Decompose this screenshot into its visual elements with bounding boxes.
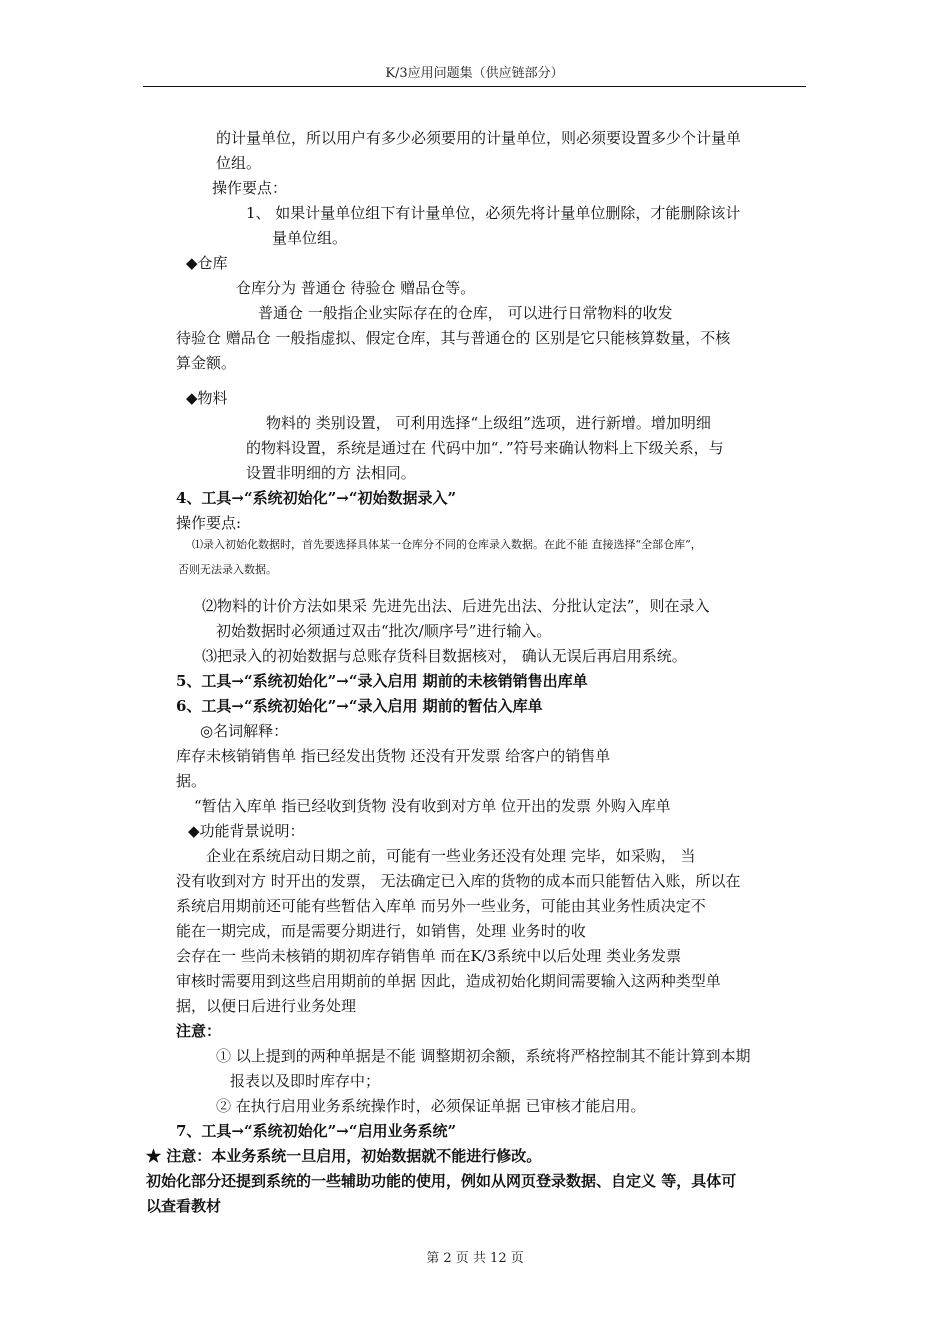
list-item: ⑶把录入的初始数据与总账存货科目数据核对， 确认无误后再启用系统。 [202,647,687,665]
body-line: 设置非明细的方 法相同。 [246,464,416,482]
step-heading-6: 6、工具→“系统初始化”→“录入启用 期前的暂估入库单 [176,697,543,715]
body-line: ◎名词解释： [200,722,289,740]
body-line: 据，以便日后进行业务处理 [176,997,357,1015]
list-item: ① 以上提到的两种单据是不能 调整期初余额，系统将严格控制其不能计算到本期 [216,1047,751,1065]
section-heading-material: ◆物料 [186,389,228,407]
step-heading-5: 5、工具→“系统初始化”→“录入启用 期前的未核销销售出库单 [176,672,588,690]
body-line: 普通仓 一般指企业实际存在的仓库， 可以进行日常物料的收发 [258,304,673,322]
small-note: ⑴录入初始化数据时，首先要选择具体某一仓库分不同的仓库录入数据。在此不能 直接选择“全部仓库”， [192,538,702,551]
body-line: 会存在一 些尚未核销的期初库存销售单 而在K/3系统中以后处理 类业务发票 [176,947,682,965]
body-line: 能在一期完成，而是需要分期进行，如销售，处理 业务时的收 [176,922,586,940]
body-line: 据。 [176,772,207,790]
body-line: 仓库分为 普通仓 待验仓 赠品仓等。 [236,279,476,297]
page-header-title: K/3应用问题集（供应链部分） [385,66,564,81]
list-item-continuation: 量单位组。 [272,229,348,247]
body-line: “暂估入库单 指已经收到货物 没有收到对方单 位开出的发票 外购入库单 [194,797,671,815]
body-line: 没有收到对方 时开出的发票， 无法确定已入库的货物的成本而只能暂估入账，所以在 [176,872,741,890]
body-line: 位组。 [216,154,262,172]
body-line: 审核时需要用到这些启用期前的单据 因此，造成初始化期间需要输入这两种类型单 [176,972,721,990]
body-line: 算金额。 [176,354,237,372]
body-line: 物料的 类别设置， 可利用选择“上级组”选项，进行新增。增加明细 [266,414,711,432]
body-line: 库存未核销销售单 指已经发出货物 还没有开发票 给客户的销售单 [176,747,611,765]
list-item-continuation: 初始数据时必须通过双击“批次/顺序号”进行输入。 [216,622,552,640]
star-note: ★ 注意：本业务系统一旦启用，初始数据就不能进行修改。 [146,1147,542,1165]
closing-line: 初始化部分还提到系统的一些辅助功能的使用，例如从网页登录数据、自定义 等，具体可 [146,1172,737,1190]
body-line: 的计量单位，所以用户有多少必须要用的计量单位，则必须要设置多少个计量单 [216,129,742,147]
note-heading: 注意： [176,1022,222,1040]
list-item: ② 在执行启用业务系统操作时，必须保证单据 已审核才能启用。 [216,1097,646,1115]
small-note: 否则无法录入数据。 [178,563,277,576]
body-line: 操作要点： [212,179,288,197]
body-line: 操作要点: [176,514,242,532]
list-item: ⑵物料的计价方法如果采 先进先出法、后进先出法、分批认定法”，则在录入 [202,597,710,615]
step-heading-7: 7、工具→“系统初始化”→“启用业务系统” [176,1122,457,1140]
list-item-continuation: 报表以及即时库存中； [230,1072,381,1090]
list-item: 1、 如果计量单位组下有计量单位，必须先将计量单位删除，才能删除该计 [246,204,741,222]
page-footer-number: 第 2 页 共 12 页 [426,1251,524,1266]
header-rule [143,86,806,87]
body-line: 待验仓 赠品仓 一般指虚拟、假定仓库，其与普通仓的 区别是它只能核算数量，不核 [176,329,731,347]
closing-line: 以查看教材 [146,1197,222,1215]
section-heading-warehouse: ◆仓库 [186,254,228,272]
body-line: 系统启用期前还可能有些暂估入库单 而另外一些业务，可能由其业务性质决定不 [176,897,706,915]
step-heading-4: 4、工具→“系统初始化”→“初始数据录入” [176,489,457,507]
body-line: 企业在系统启动日期之前，可能有一些业务还没有处理 完毕，如采购， 当 [206,847,696,865]
body-line: 的物料设置，系统是通过在 代码中加“．”符号来确认物料上下级关系，与 [246,439,724,457]
section-heading-background: ◆功能背景说明： [188,822,305,840]
